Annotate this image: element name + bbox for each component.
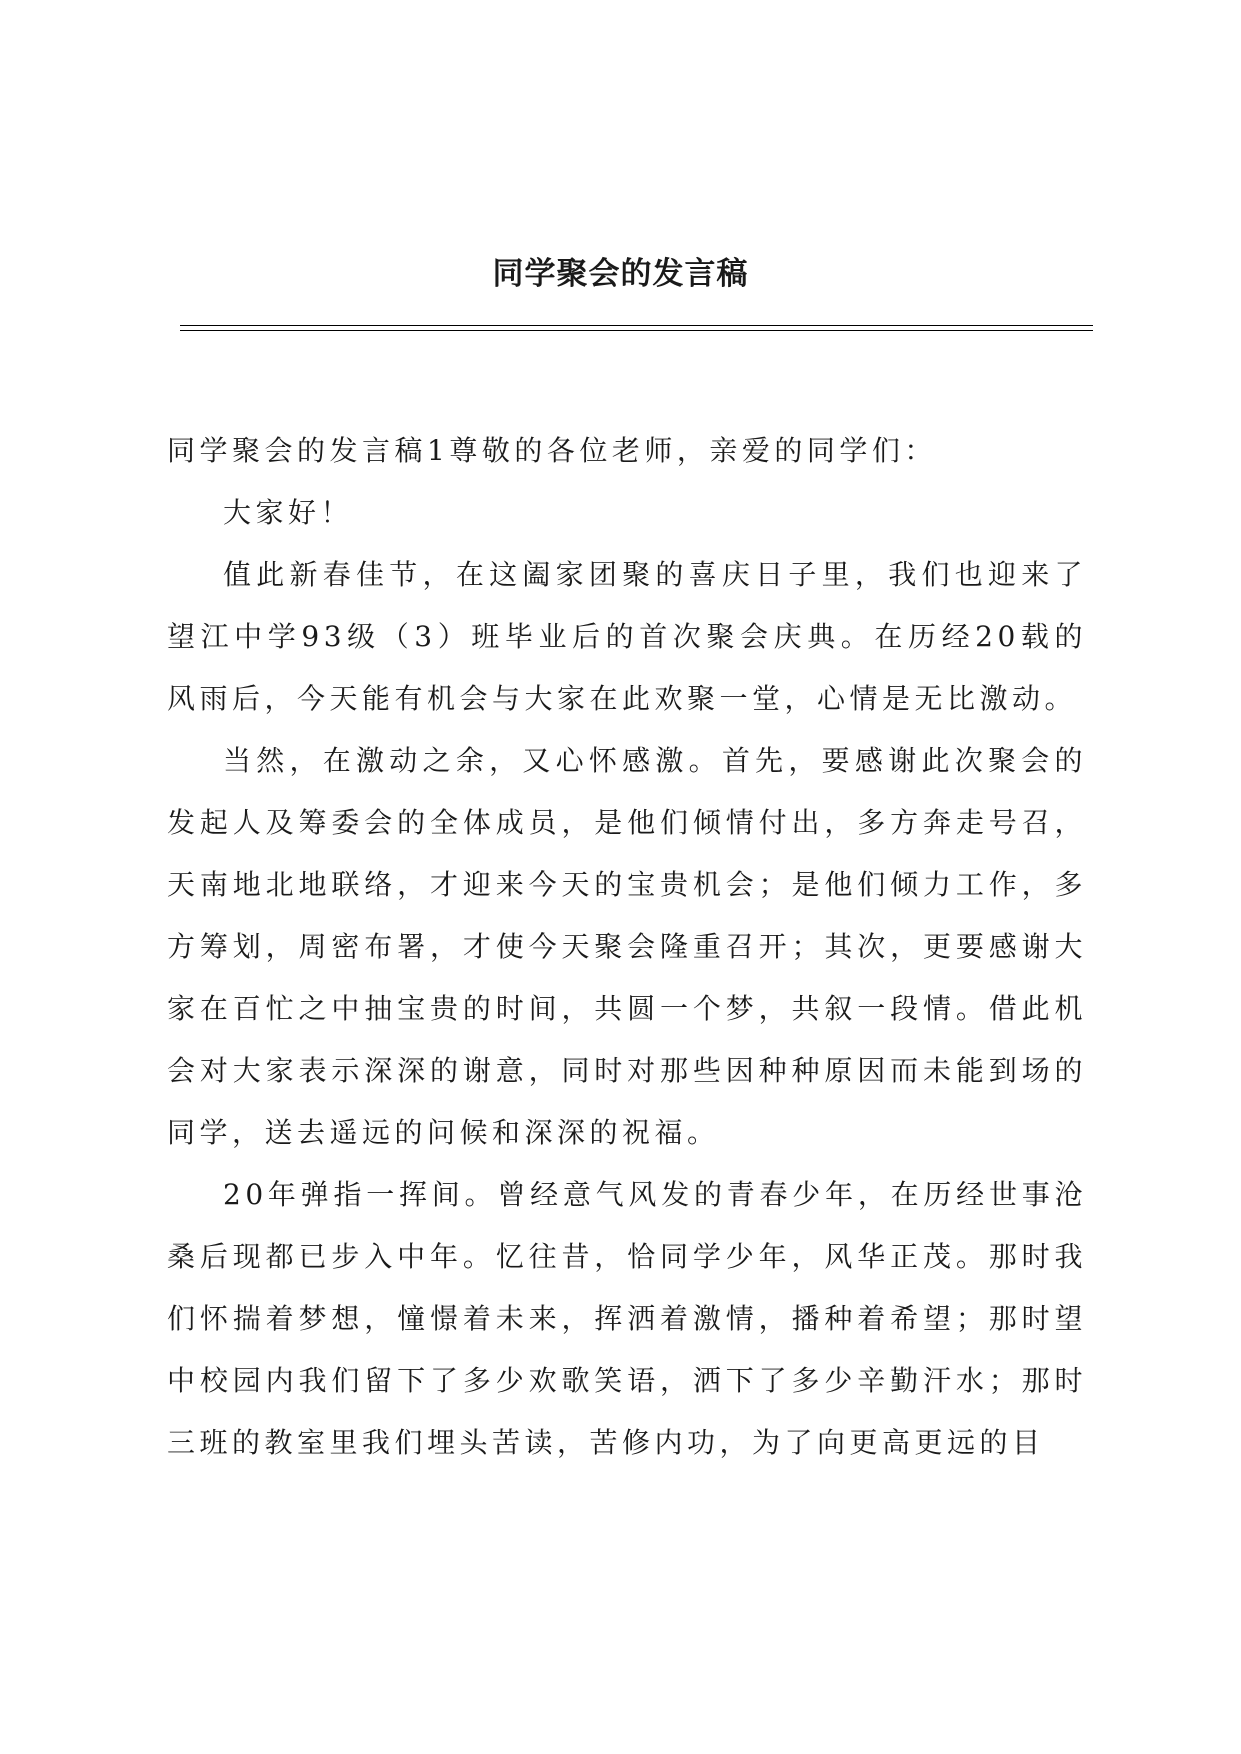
title-double-rule bbox=[180, 325, 1093, 331]
paragraph-memories: 20年弹指一挥间。曾经意气风发的青春少年，在历经世事沧桑后现都已步入中年。忆往昔，恰同学少年，风华正茂。那时我们怀揣着梦想，憧憬着未来，挥洒着激情，播种着希望；那时望中校园内我们留下了多少欢歌笑语，洒下了多少辛勤汗水；那时三班的教室里我们埋头苦读，苦修内功，为了向更高更远的目 bbox=[167, 1178, 1087, 1459]
document-body bbox=[167, 420, 1087, 1474]
paragraph-thanks: 当然，在激动之余，又心怀感激。首先，要感谢此次聚会的发起人及筹委会的全体成员，是他们倾情付出，多方奔走号召，天南地北地联络，才迎来今天的宝贵机会；是他们倾力工作，多方筹划，周密布署，才使今天聚会隆重召开；其次，更要感谢大家在百忙之中抽宝贵的时间，共圆一个梦，共叙一段情。借此机会对大家表示深深的谢意，同时对那些因种种原因而未能到场的同学，送去遥远的问候和深深的祝福。 bbox=[167, 744, 1087, 1149]
paragraph-salutation: 同学聚会的发言稿1尊敬的各位老师，亲爱的同学们： bbox=[167, 434, 937, 467]
paragraph-occasion: 值此新春佳节，在这阖家团聚的喜庆日子里，我们也迎来了望江中学93级（3）班毕业后的首次聚会庆典。在历经20载的风雨后，今天能有机会与大家在此欢聚一堂，心情是无比激动。 bbox=[167, 558, 1087, 715]
paragraph-greeting: 大家好！ bbox=[223, 496, 354, 529]
document-title: 同学聚会的发言稿 bbox=[492, 256, 749, 292]
